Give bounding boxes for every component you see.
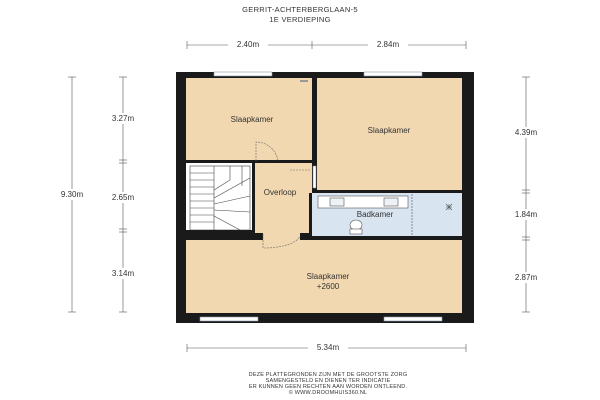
- landing-floor: [255, 163, 312, 233]
- room-label-bedroom-bottom: Slaapkamer: [306, 272, 350, 281]
- room-label-bathroom: Badkamer: [356, 210, 394, 219]
- dim-top-left: 2.40m: [236, 40, 260, 49]
- dim-left-middle: 2.65m: [111, 193, 135, 202]
- dim-right-middle: 1.84m: [514, 210, 538, 219]
- footer-line-1: DEZE PLATTEGRONDEN ZIJN MET DE GROOTSTE ZORG: [248, 372, 408, 378]
- landing-door-panel: [313, 166, 316, 188]
- stairwell-floor: [186, 163, 255, 233]
- dim-right-upper: 4.39m: [514, 128, 538, 137]
- room-note-bedroom-bottom: +2600: [316, 282, 340, 291]
- address-title: GERRIT-ACHTERBERGLAAN-5: [242, 5, 358, 14]
- footer-line-4: © WWW.DROOMHUIS360.NL: [288, 390, 368, 396]
- footer-line-2: SAMENGESTELD EN DIENEN TER INDICATIE: [265, 378, 391, 384]
- floor-title: 1E VERDIEPING: [269, 15, 331, 24]
- dim-top-right: 2.84m: [376, 40, 400, 49]
- dim-bottom: 5.34m: [316, 343, 340, 352]
- room-label-landing: Overloop: [263, 188, 297, 197]
- dim-left-lower: 3.14m: [111, 269, 135, 278]
- dim-right-lower: 2.87m: [514, 273, 538, 282]
- footer-line-3: ER KUNNEN GEEN RECHTEN AAN WORDEN ONTLEEND.: [248, 384, 408, 390]
- radiator: [300, 80, 308, 82]
- room-label-bedroom-top-right: Slaapkamer: [367, 126, 411, 135]
- room-label-bedroom-top-left: Slaapkamer: [230, 115, 274, 124]
- dim-left-upper: 3.27m: [111, 114, 135, 123]
- dim-left-total: 9.30m: [60, 190, 84, 199]
